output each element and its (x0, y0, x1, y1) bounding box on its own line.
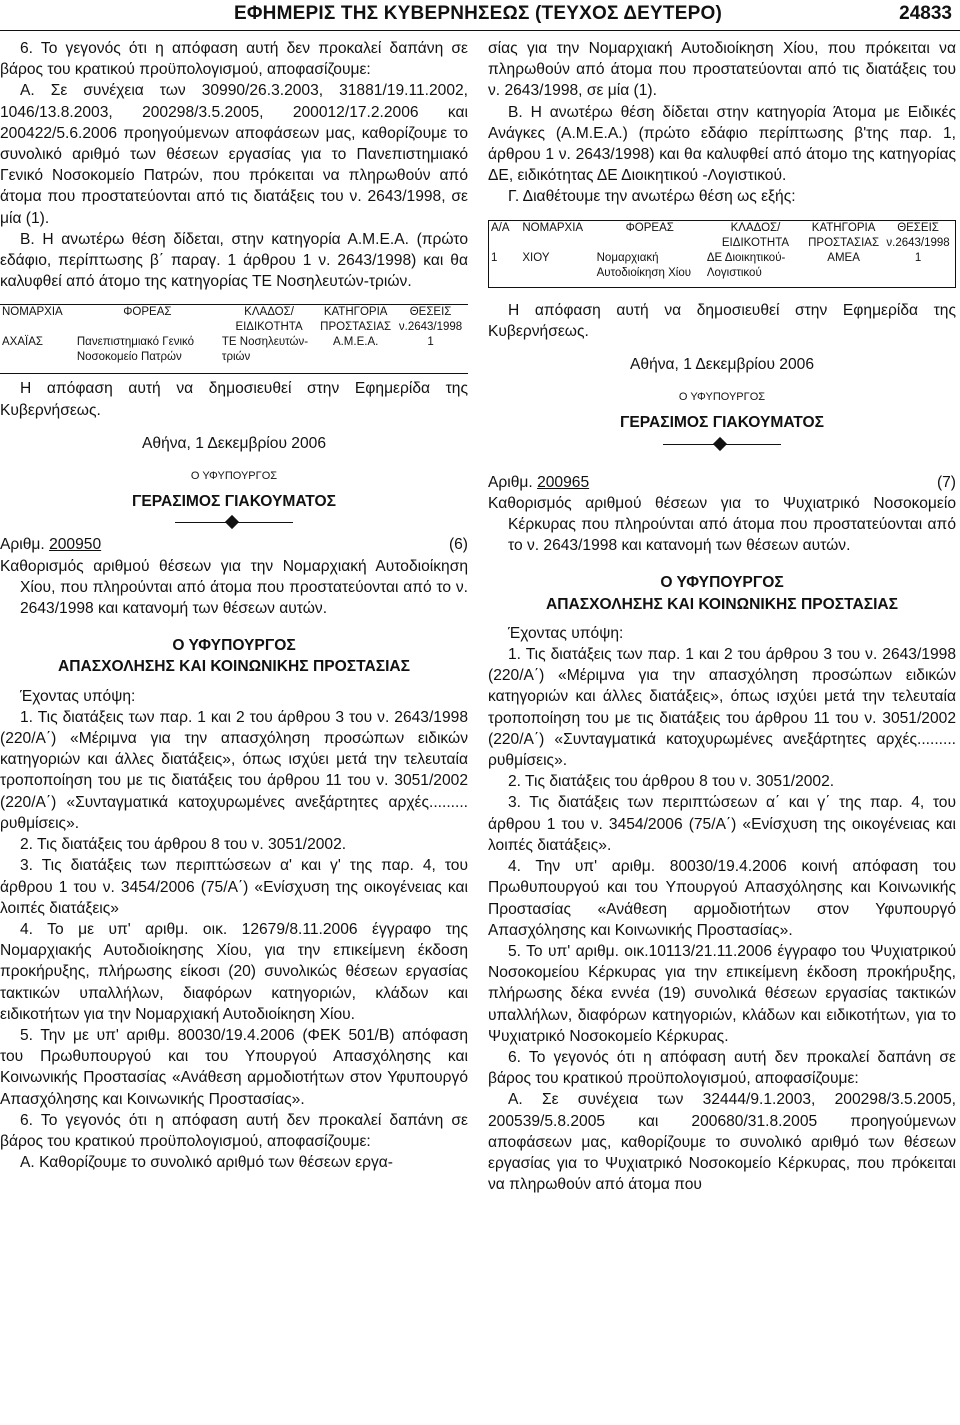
decision-subject: Καθορισμός αριθμού θέσεων για το Ψυχιατρικό Νοσοκομείο Κέρκυρας που πληρούνται από άτομα που προστατεύονται από το ν. 2643/1998 και κατανομή των θέσεων αυτών. (488, 494, 956, 555)
section-divider (663, 434, 781, 456)
header-rule (0, 30, 960, 31)
list-item: 1. Τις διατάξεις των παρ. 1 και 2 του άρθρου 3 του ν. 2643/1998 (220/Α΄) «Μέριμνα για την απασχόληση προσώπων ειδικών κατηγοριών και άλλες διατάξεις», όπως ισχύει μετά την τελευταία τροποποίηση του με τις διατάξεις του άρθρου 11 του ν. 3051/2002 (220/Α΄) «Συνταγματικά κατοχυρωμένες ανεξάρτητες αρχές......... ρυθμίσεις». (488, 646, 956, 770)
table-cell: Α.Μ.Ε.Α. (332, 336, 379, 349)
page-number: 24833 (899, 3, 952, 24)
list-item: 5. Την με υπ' αριθμ. 80030/19.4.2006 (ΦΕΚ 501/Β) απόφαση του Πρωθυπουργού και του Υπουργού Απασχόλησης και Κοινωνικής Προστασίας «Ανάθεση αρμοδιοτήτων στον Υφυπουργό Απασχόλησης και Κοινωνικής Προστασίας». (0, 1026, 468, 1108)
table-header-cell: ΚΑΤΗΓΟΡΙΑ ΠΡΟΣΤΑΣΙΑΣ (808, 221, 880, 249)
table-header-row (489, 220, 956, 251)
table-header-cell: Α/Α (491, 221, 510, 234)
table-header-cell: ΚΛΑΔΟΣ/ ΕΙΔΙΚΟΤΗΤΑ (721, 221, 790, 249)
number-label: Αριθμ. (488, 473, 533, 491)
table-header-cell: ΝΟΜΑΡΧΙΑ (522, 221, 584, 234)
authority-title: Ο ΥΦΥΠΟΥΡΓΟΣ (660, 574, 784, 592)
table-header-cell: ΘΕΣΕΙΣ ν.2643/1998 (886, 221, 950, 249)
authority-ministry: ΑΠΑΣΧΟΛΗΣΗΣ ΚΑΙ ΚΟΙΝΩΝΙΚΗΣ ΠΡΟΣΤΑΣΙΑΣ (57, 658, 411, 676)
table-header-cell: ΚΑΤΗΓΟΡΙΑ ΠΡΟΣΤΑΣΙΑΣ (320, 306, 392, 334)
table-header-cell: ΦΟΡΕΑΣ (123, 306, 172, 319)
decision-seq: (7) (936, 473, 956, 491)
positions-table-chios (488, 220, 956, 288)
publish-note: Η απόφαση αυτή να δημοσιευθεί στην Εφημερίδα της Κυβερνήσεως. (0, 380, 468, 419)
authority-ministry: ΑΠΑΣΧΟΛΗΣΗΣ ΚΑΙ ΚΟΙΝΩΝΙΚΗΣ ΠΡΟΣΤΑΣΙΑΣ (545, 595, 899, 613)
list-item: 3. Τις διατάξεις των περιπτώσεων α' και γ' της παρ. 4, του άρθρου 1 του ν. 3454/2006 (75/Α΄) «Ενίσχυση της οικογένειας και λοιπές διατάξεις» (0, 857, 468, 917)
list-item: Α. Καθορίζουμε το συνολικό αριθμό των θέσεων εργα- (20, 1154, 394, 1172)
section-divider (175, 512, 293, 534)
place-date: Αθήνα, 1 Δεκεμβρίου 2006 (142, 434, 326, 452)
table-header-cell: ΦΟΡΕΑΣ (625, 221, 674, 234)
list-item: 3. Τις διατάξεις των περιπτώσεων α΄ και γ΄ της παρ. 4, του άρθρου 1 του ν. 3454/2006 (75/Α΄) «Ενίσχυση της οικογένειας και λοιπές διατάξεις». (488, 794, 956, 854)
paragraph: Γ. Διαθέτουμε την ανωτέρω θέση ως εξής: (508, 188, 796, 206)
having-regard: Έχοντας υπόψη: (20, 687, 136, 705)
table-row (0, 335, 468, 365)
decision-seq: (6) (448, 536, 468, 554)
table-cell: Νομαρχιακή Αυτοδιοίκηση Χίου (596, 251, 692, 279)
list-item: 1. Τις διατάξεις των παρ. 1 και 2 του άρθρου 3 του ν. 2643/1998 (220/Α΄) «Μέριμνα για την απασχόληση προσώπων ειδικών κατηγοριών και άλλες διατάξεις», όπως ισχύει μετά την τελευταία τροποποίηση του με τις διατάξεις του άρθρου 11 του ν. 3051/2002 (220/Α΄) «Συνταγματικά κατοχυρωμένες ανεξάρτητες αρχές......... ρυθμίσεις». (0, 708, 468, 832)
minister-title: Ο ΥΦΥΠΟΥΡΓΟΣ (190, 470, 278, 483)
decision-subject: Καθορισμός αριθμού θέσεων για την Νομαρχιακή Αυτοδιοίκηση Χίου, που πληρούνται από άτομα που προστατεύονται από το ν. 2643/1998 και κατανομή των θέσεων αυτών. (0, 557, 468, 618)
paragraph: Β. Η ανωτέρω θέση δίδεται στην κατηγορία Άτομα με Ειδικές Ανάγκες (Α.Μ.Ε.Α.) (πρώτο εδάφιο περίπτωσης β'της παρ. 1, άρθρου 1 ν. 2643/1998) και θα καλυφθεί από άτομο της κατηγορίας ΔΕ, ειδικότητας ΔΕ Διοικητικού -Λογιστικού. (488, 103, 956, 185)
table-cell: ΧΙΟΥ (522, 251, 550, 264)
list-item: Α. Σε συνέχεια των 32444/9.1.2003, 200298/3.5.2005, 200539/5.8.2005 και 200680/31.8.2005 προηγούμενων αποφάσεων μας, καθορίζουμε το συνολικό αριθμό των θέσεων εργασίας για το Ψυχιατρικό Νοσοκομείο Κέρκυρας, που πρόκειται να πληρωθούν από άτομα που (488, 1091, 956, 1194)
decision-number: 200950 (49, 536, 102, 554)
place-date: Αθήνα, 1 Δεκεμβρίου 2006 (630, 356, 814, 374)
list-item: 2. Τις διατάξεις του άρθρου 8 του ν. 3051/2002. (508, 773, 835, 791)
right-column (488, 38, 956, 1195)
list-item: 2. Τις διατάξεις του άρθρου 8 του ν. 3051/2002. (20, 836, 347, 854)
table-header-row (0, 305, 468, 336)
table-cell: 1 (914, 251, 922, 264)
page-header (0, 0, 960, 30)
authority-title: Ο ΥΦΥΠΟΥΡΓΟΣ (172, 637, 296, 655)
table-cell: ΔΕ Διοικητικού-Λογιστικού (706, 251, 786, 279)
publish-note: Η απόφαση αυτή να δημοσιευθεί στην Εφημερίδα της Κυβερνήσεως. (488, 301, 956, 340)
paragraph: σίας για την Νομαρχιακή Αυτοδιοίκηση Χίου, που πρόκειται να πληρωθούν από άτομα που προστατεύονται από τις διατάξεις του ν. 2643/1998, σε μία (1). (488, 40, 956, 100)
paragraph: Α. Σε συνέχεια των 30990/26.3.2003, 31881/19.11.2002, 1046/13.8.2003, 200298/3.5.2005, 200012/17.2.2006 και 200422/5.6.2006 προηγούμενων αποφάσεων μας, καθορίζουμε το συνολικό αριθμό των θέσεων εργασίας για το Πανεπιστημιακό Γενικό Νοσοκομείο Πατρών, που πρόκειται να πληρωθούν από άτομα που προστατεύονται από τις διατάξεις του ν. 2643/1998, σε μία (1). (0, 82, 468, 227)
list-item: 5. Το υπ' αριθμ. οικ.10113/21.11.2006 έγγραφο του Ψυχιατρικού Νοσοκομείου Κέρκυρας για την επικείμενη έκδοση προκήρυξης, πλήρωσης δέκα εννέα (19) συνολικά θέσεων εργασίας τακτικών υπαλλήλων, διαφόρων κατηγοριών, κλάδων και ειδικοτήτων, για το Ψυχιατρικό Νοσοκομείο Κέρκυρας. (488, 942, 956, 1045)
number-label: Αριθμ. (0, 536, 45, 554)
list-item: 4. Το με υπ' αριθμ. οικ. 12679/8.11.2006 έγγραφο της Νομαρχιακής Αυτοδιοίκησης Χίου, για την επικείμενη έκδοση προκήρυξης, πλήρωσης είκοσι (20) συνολικώς θέσεων εργασίας τακτικών υπαλλήλων, διαφόρων κατηγοριών, κλάδων και ειδικοτήτων για την Νομαρχιακή Αυτοδιοίκηση Χίου. (0, 920, 468, 1023)
table-header-cell: ΚΛΑΔΟΣ/ ΕΙΔΙΚΟΤΗΤΑ (235, 306, 303, 334)
table-row (489, 251, 956, 281)
table-header-cell: ΘΕΣΕΙΣ ν.2643/1998 (398, 306, 463, 334)
minister-name: ΓΕΡΑΣΙΜΟΣ ΓΙΑΚΟΥΜΑΤΟΣ (131, 493, 337, 511)
paragraph: 6. Το γεγονός ότι η απόφαση αυτή δεν προκαλεί δαπάνη σε βάρος του κρατικού προϋπολογισμού, αποφασίζουμε: (0, 40, 468, 79)
decision-number-line (0, 534, 468, 555)
table-cell: ΑΜΕΑ (827, 251, 860, 264)
decision-number: 200965 (537, 473, 590, 491)
positions-table-achaia (0, 304, 468, 374)
table-cell: ΑΧΑΪΑΣ (2, 336, 43, 349)
table-cell: 1 (427, 336, 434, 349)
decision-number-line (488, 472, 956, 493)
minister-name: ΓΕΡΑΣΙΜΟΣ ΓΙΑΚΟΥΜΑΤΟΣ (619, 414, 825, 432)
list-item: 6. Το γεγονός ότι η απόφαση αυτή δεν προκαλεί δαπάνη σε βάρος του κρατικού προϋπολογισμού, αποφασίζουμε: (0, 1111, 468, 1150)
list-item: 4. Την υπ' αριθμ. 80030/19.4.2006 κοινή απόφαση του Πρωθυπουργού και του Υπουργού Απασχόλησης και Κοινωνικής Προστασίας «Ανάθεση αρμοδιοτήτων στον Υφυπουργό Απασχόλησης και Κοινωνικής Προστασίας». (488, 858, 956, 939)
left-column (0, 38, 468, 1173)
list-item: 6. Το γεγονός ότι η απόφαση αυτή δεν προκαλεί δαπάνη σε βάρος του κρατικού προϋπολογισμού, αποφασίζουμε: (488, 1048, 956, 1088)
minister-title: Ο ΥΦΥΠΟΥΡΓΟΣ (678, 391, 766, 404)
table-cell: Πανεπιστημιακό Γενικό Νοσοκομείο Πατρών (76, 336, 195, 364)
table-cell: ΤΕ Νοσηλευτών-τριών (221, 336, 309, 364)
paragraph: Β. Η ανωτέρω θέση δίδεται, στην κατηγορία Α.Μ.Ε.Α. (πρώτο εδάφιο, περίπτωσης β΄ παραγ. 1 άρθρου 1 ν. 2643/1998) και θα καλυφθεί από άτομο της κατηγορίας ΤΕ Νοσηλευτών-τριών. (0, 230, 468, 291)
gazette-title: ΕΦΗΜΕΡΙΣ ΤΗΣ ΚΥΒΕΡΝΗΣΕΩΣ (ΤΕΥΧΟΣ ΔΕΥΤΕΡΟ) (234, 3, 722, 24)
table-header-cell: ΝΟΜΑΡΧΙΑ (2, 306, 63, 319)
having-regard: Έχοντας υπόψη: (508, 624, 624, 642)
table-cell: 1 (491, 251, 498, 264)
